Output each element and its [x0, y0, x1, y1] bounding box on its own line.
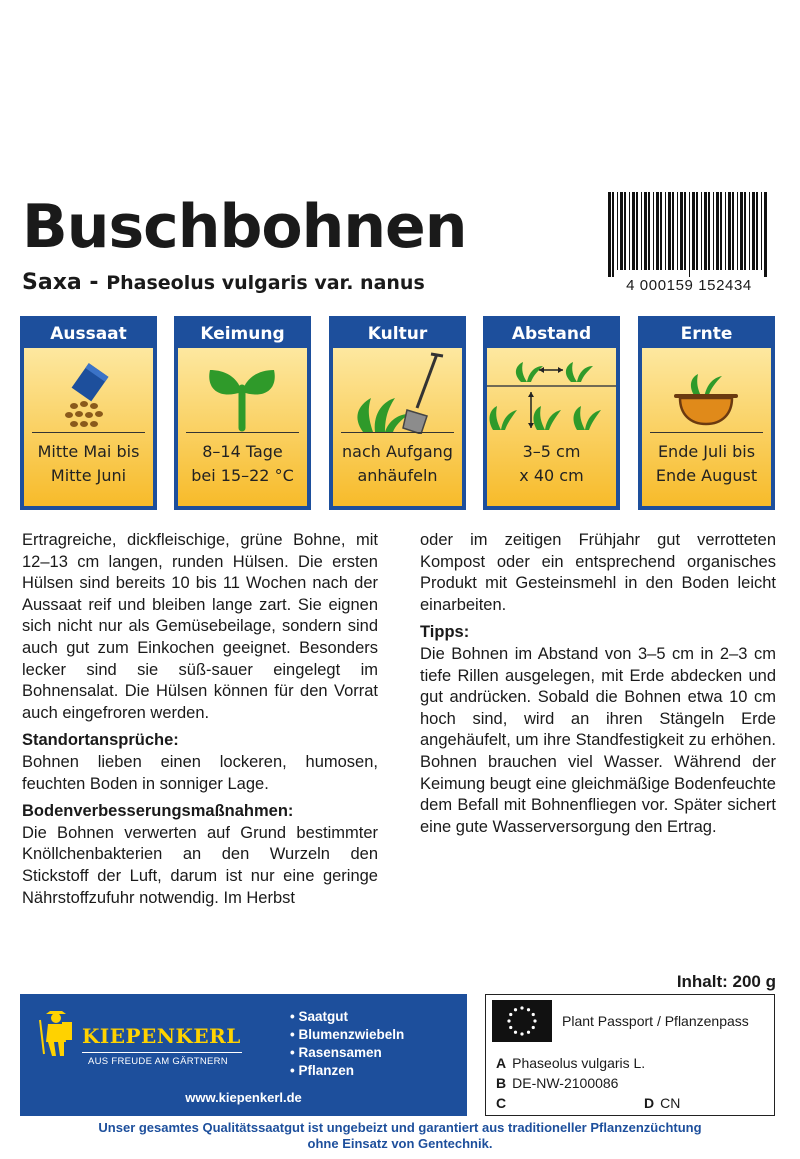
- content-weight: Inhalt: 200 g: [676, 972, 776, 991]
- tipps-heading: Tipps:: [420, 623, 470, 642]
- panel-heading: Ernte: [680, 324, 733, 344]
- brand-tagline: AUS FREUDE AM GÄRTNERN: [88, 1056, 228, 1067]
- passport-row-b: B DE-NW-2100086: [496, 1075, 619, 1091]
- list-item: • Saatgut: [290, 1008, 404, 1026]
- list-item: • Rasensamen: [290, 1044, 404, 1062]
- panel-text: 8–14 Tage bei 15–22 °C: [191, 442, 294, 485]
- panel-text: 3–5 cm x 40 cm: [519, 442, 584, 485]
- boden-text-continued: oder im zeitigen Frühjahr gut verrotteten Kompost oder ein entsprechend organisches Produkt mit Gesteinsmehl in den Boden leicht einarbeiten.: [420, 531, 776, 614]
- passport-title: Plant Passport / Pflanzenpass: [562, 1013, 749, 1029]
- soil-line: [341, 432, 454, 433]
- variety-name: Saxa -: [22, 270, 99, 295]
- passport-row-d: D CN: [644, 1095, 681, 1111]
- passport-row-c: C: [496, 1095, 507, 1111]
- info-panels: [20, 316, 775, 510]
- plant-passport: [485, 994, 775, 1116]
- panel-heading: Aussaat: [50, 324, 127, 344]
- tipps-text: Die Bohnen im Abstand von 3–5 cm in 2–3 cm tiefe Rillen ausgelegen, mit Erde abdecken und gut andrücken. Sobald die Bohnen etwa 10 cm hoch sind, wird an ihren Stängeln Erde angehäufelt, um ihre Standfestigkeit zu erhöhen. Bohnen brauchen viel Wasser. Während der Keimung beugt eine gleichmäßige Bodenfeuchte dem Befall mit Bohnenfliegen vor. Später sichert eine gute Wasserversorgung den Ertrag.: [420, 644, 776, 836]
- panel-heading: Keimung: [200, 324, 285, 344]
- boden-text: Die Bohnen verwerten auf Grund bestimmter Knöllchenbakterien an den Wurzeln den Stickstoff der Luft, darum ist nur eine geringe Nährstoffzufuhr notwendig. Im Herbst: [22, 823, 378, 907]
- brand-product-list: [290, 1008, 404, 1080]
- product-subtitle: [22, 270, 425, 295]
- footer-note: Unser gesamtes Qualitätssaatgut ist ungebeizt und garantiert aus traditioneller Pflanzenzüchtung ohne Einsatz von Gentechnik.: [98, 1120, 702, 1151]
- eu-flag-icon: [492, 1000, 552, 1042]
- panel-ernte: [638, 316, 775, 510]
- brand-box: [20, 994, 467, 1116]
- list-item: • Blumenzwiebeln: [290, 1026, 404, 1044]
- boden-heading: Bodenverbesserungsmaßnahmen:: [22, 802, 294, 821]
- brand-divider: [82, 1052, 242, 1053]
- harvest-basket-icon: [642, 348, 771, 434]
- soil-line: [186, 432, 299, 433]
- panel-aussaat: [20, 316, 157, 510]
- latin-name: Phaseolus vulgaris var. nanus: [106, 272, 425, 294]
- intro-text: Ertragreiche, dickfleischige, grüne Bohne, mit 12–13 cm langen, runden Hülsen. Die ersten Hülsen sind bereits 10 bis 11 Wochen nach der Aussaat reif und bleiben lange zart. Sie eignen sich nicht nur als Gemüsebeilage, sondern sind auch gut zum Einkochen geeignet. Besonders lecker sind sie süß-sauer eingelegt im Bohnensalat. Die Hülsen können für den Vorrat auch eingefroren werden.: [22, 531, 378, 722]
- description-column-right: [420, 530, 776, 838]
- product-title: Buschbohnen: [22, 192, 467, 262]
- barcode-icon: [604, 192, 774, 290]
- panel-text: Ende Juli bis Ende August: [655, 442, 758, 485]
- panel-heading: Abstand: [511, 324, 592, 344]
- brand-website: www.kiepenkerl.de: [185, 1090, 302, 1105]
- spacing-icon: [487, 348, 616, 434]
- standort-text: Bohnen lieben einen lockeren, humosen, feuchten Boden in sonniger Lage.: [22, 752, 378, 793]
- panel-text: Mitte Mai bis Mitte Juni: [37, 442, 140, 485]
- barcode-number: 4 000159 152434: [604, 277, 774, 294]
- soil-line: [32, 432, 145, 433]
- panel-text: nach Aufgang anhäufeln: [342, 442, 453, 485]
- panel-keimung: [174, 316, 311, 510]
- description-column-left: [22, 530, 378, 909]
- passport-row-a: A Phaseolus vulgaris L.: [496, 1055, 646, 1071]
- standort-heading: Standortansprüche:: [22, 731, 179, 750]
- soil-line: [650, 432, 763, 433]
- seedling-icon: [178, 348, 307, 434]
- spade-icon: [333, 348, 462, 434]
- panel-heading: Kultur: [367, 324, 428, 344]
- panel-abstand: [483, 316, 620, 510]
- panel-kultur: [329, 316, 466, 510]
- kiepenkerl-figure-icon: [36, 1010, 76, 1056]
- seed-packet-icon: [24, 348, 153, 434]
- brand-name: KIEPENKERL: [82, 1024, 241, 1048]
- list-item: • Pflanzen: [290, 1062, 404, 1080]
